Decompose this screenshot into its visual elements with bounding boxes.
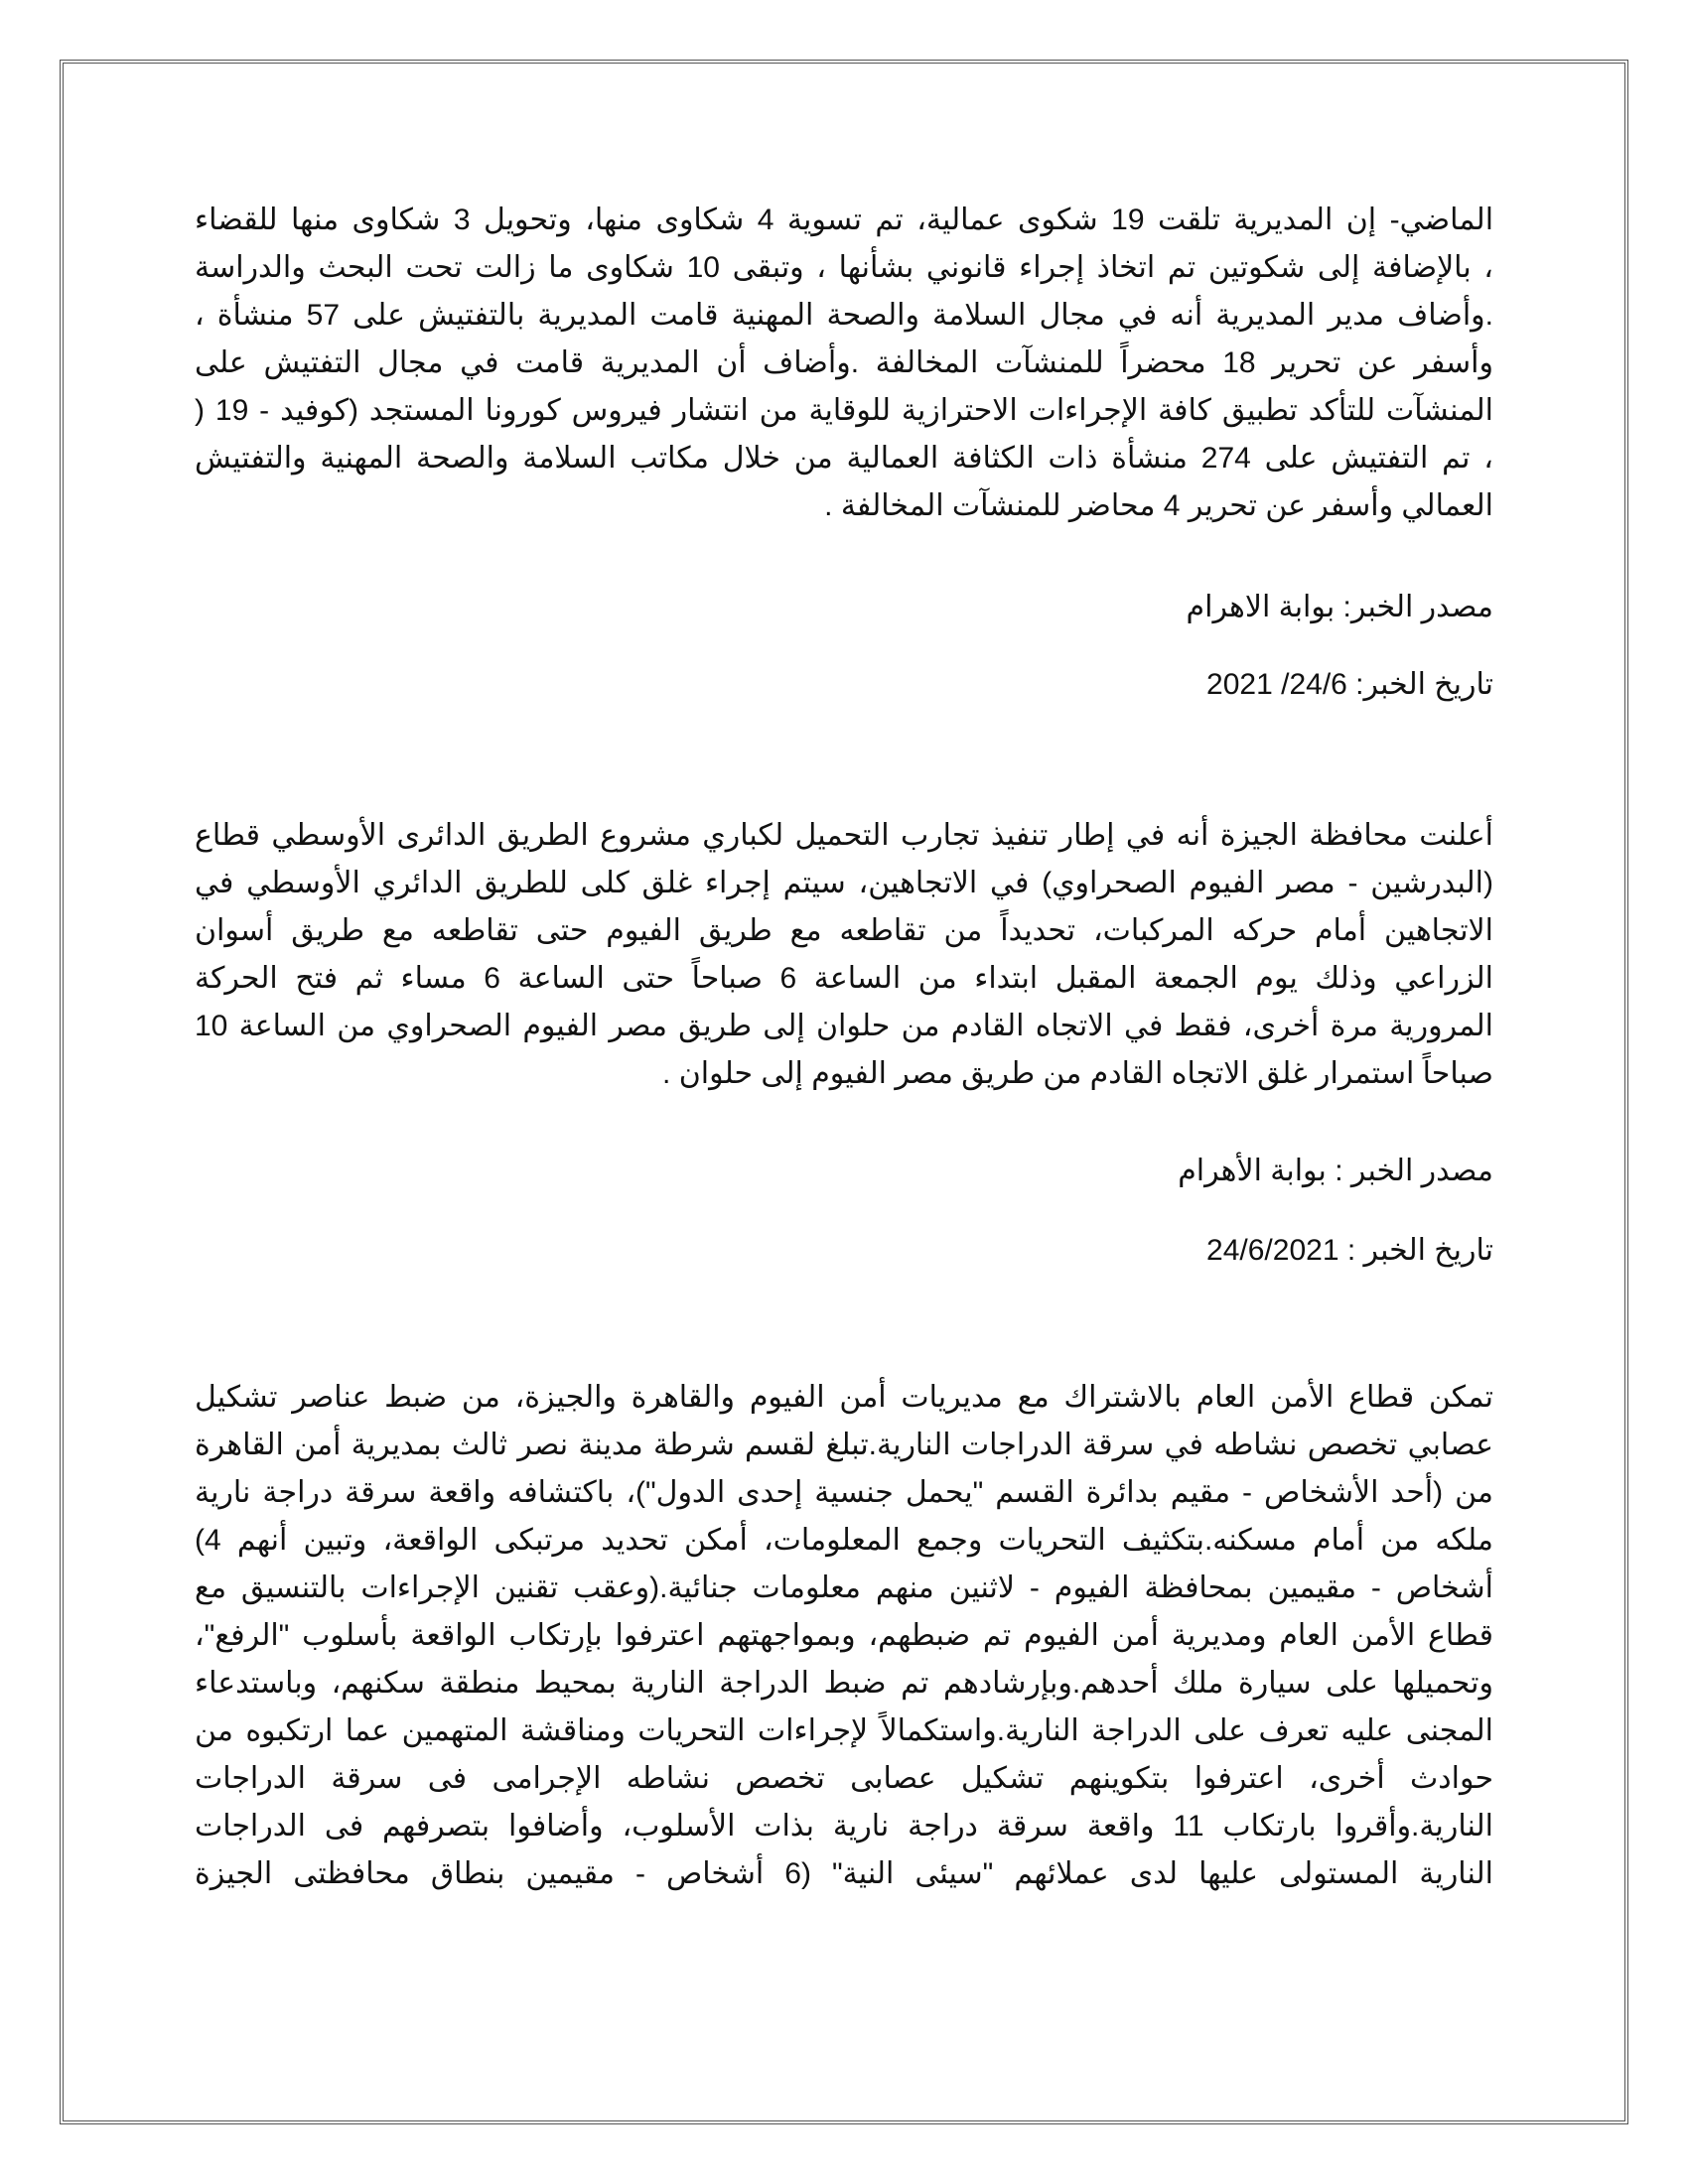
article-2-date: تاريخ الخبر : 24/6/2021 xyxy=(1206,1234,1493,1267)
article-1-date: تاريخ الخبر: 24/6/ 2021 xyxy=(1206,668,1493,701)
article-2-source: مصدر الخبر : بوابة الأهرام xyxy=(1178,1155,1493,1187)
article-line: وتحميلها على سيارة ملك أحدهم.وبإرشادهم تم ضبط الدراجة النارية بمحيط منطقة سكنهم، وباستدعاء xyxy=(195,1667,1493,1700)
article-2-body xyxy=(195,812,1493,1098)
article-line: ، تم التفتيش على 274 منشأة ذات الكثافة العمالية من خلال مكاتب السلامة والصحة المهنية والتفتيش xyxy=(195,442,1493,475)
article-line: قطاع الأمن العام ومديرية أمن الفيوم تم ضبطهم، وبمواجهتهم اعترفوا بإرتكاب الواقعة بأسلوب "الرفع"، xyxy=(195,1619,1493,1652)
article-line: عصابي تخصص نشاطه في سرقة الدراجات النارية.تبلغ لقسم شرطة مدينة نصر ثالث بمديرية أمن القاهرة xyxy=(195,1429,1493,1461)
article-line: العمالي وأسفر عن تحرير 4 محاضر للمنشآت المخالفة . xyxy=(824,489,1493,522)
article-line: أعلنت محافظة الجيزة أنه في إطار تنفيذ تجارب التحميل لكباري مشروع الطريق الدائرى الأوسطي قطاع xyxy=(195,819,1493,852)
article-line: الاتجاهين أمام حركه المركبات، تحديداً من تقاطعه مع طريق الفيوم حتى تقاطعه مع طريق أسوان xyxy=(195,914,1493,947)
article-1-source: مصدر الخبر: بوابة الاهرام xyxy=(1186,591,1493,623)
article-line: وأسفر عن تحرير 18 محضراً للمنشآت المخالفة .وأضاف أن المديرية قامت في مجال التفتيش على xyxy=(195,346,1493,379)
article-line: النارية المستولى عليها لدى عملائهم "سيئى النية" (6 أشخاص - مقيمين بنطاق محافظتى الجيزة xyxy=(195,1857,1493,1890)
article-1 xyxy=(195,197,1493,530)
article-1-body xyxy=(195,197,1493,530)
article-line: ، بالإضافة إلى شكوتين تم اتخاذ إجراء قانوني بشأنها ، وتبقى 10 شكاوى ما زالت تحت البحث والدراسة xyxy=(195,251,1493,284)
article-line: صباحاً استمرار غلق الاتجاه القادم من طريق مصر الفيوم إلى حلوان . xyxy=(662,1057,1493,1090)
article-line: حوادث أخرى، اعترفوا بتكوينهم تشكيل عصابى تخصص نشاطه الإجرامى فى سرقة الدراجات xyxy=(195,1762,1493,1795)
article-3 xyxy=(195,1374,1493,1898)
article-line: النارية.وأقروا بارتكاب 11 واقعة سرقة دراجة نارية بذات الأسلوب، وأضافوا بتصرفهم فى الدراجات xyxy=(195,1810,1493,1843)
article-line: .وأضاف مدير المديرية أنه في مجال السلامة والصحة المهنية قامت المديرية بالتفتيش على 57 منشأة ، xyxy=(195,299,1493,332)
article-line: ملكه من أمام مسكنه.بتكثيف التحريات وجمع المعلومات، أمكن تحديد مرتبكى الواقعة، وتبين أنهم 4) xyxy=(195,1524,1493,1557)
article-line: المرورية مرة أخرى، فقط في الاتجاه القادم من حلوان إلى طريق مصر الفيوم الصحراوي من الساعة 10 xyxy=(195,1010,1493,1042)
article-2 xyxy=(195,812,1493,1098)
article-3-body xyxy=(195,1374,1493,1898)
article-line: المنشآت للتأكد تطبيق كافة الإجراءات الاحترازية للوقاية من انتشار فيروس كورونا المستجد (كوفيد - 19 ( xyxy=(195,394,1494,427)
article-line: (البدرشين - مصر الفيوم الصحراوي) في الاتجاهين، سيتم إجراء غلق كلى للطريق الدائري الأوسطي في xyxy=(195,867,1493,899)
article-line: المجنى عليه تعرف على الدراجة النارية.واستكمالاً لإجراءات التحريات ومناقشة المتهمين عما ارتكبوه من xyxy=(195,1714,1493,1747)
article-line: الماضي- إن المديرية تلقت 19 شكوى عمالية، تم تسوية 4 شكاوى منها، وتحويل 3 شكاوى منها للقضاء xyxy=(195,204,1494,236)
article-line: الزراعي وذلك يوم الجمعة المقبل ابتداء من الساعة 6 صباحاً حتى الساعة 6 مساء ثم فتح الحركة xyxy=(195,962,1493,995)
article-line: من (أحد الأشخاص - مقيم بدائرة القسم "يحمل جنسية إحدى الدول")، باكتشافه واقعة سرقة دراجة نارية xyxy=(195,1476,1493,1509)
article-line: أشخاص - مقيمين بمحافظة الفيوم - لاثنين منهم معلومات جنائية.(وعقب تقنين الإجراءات بالتنسيق مع xyxy=(195,1571,1493,1604)
article-line: تمكن قطاع الأمن العام بالاشتراك مع مديريات أمن الفيوم والقاهرة والجيزة، من ضبط عناصر تشكيل xyxy=(195,1381,1493,1414)
